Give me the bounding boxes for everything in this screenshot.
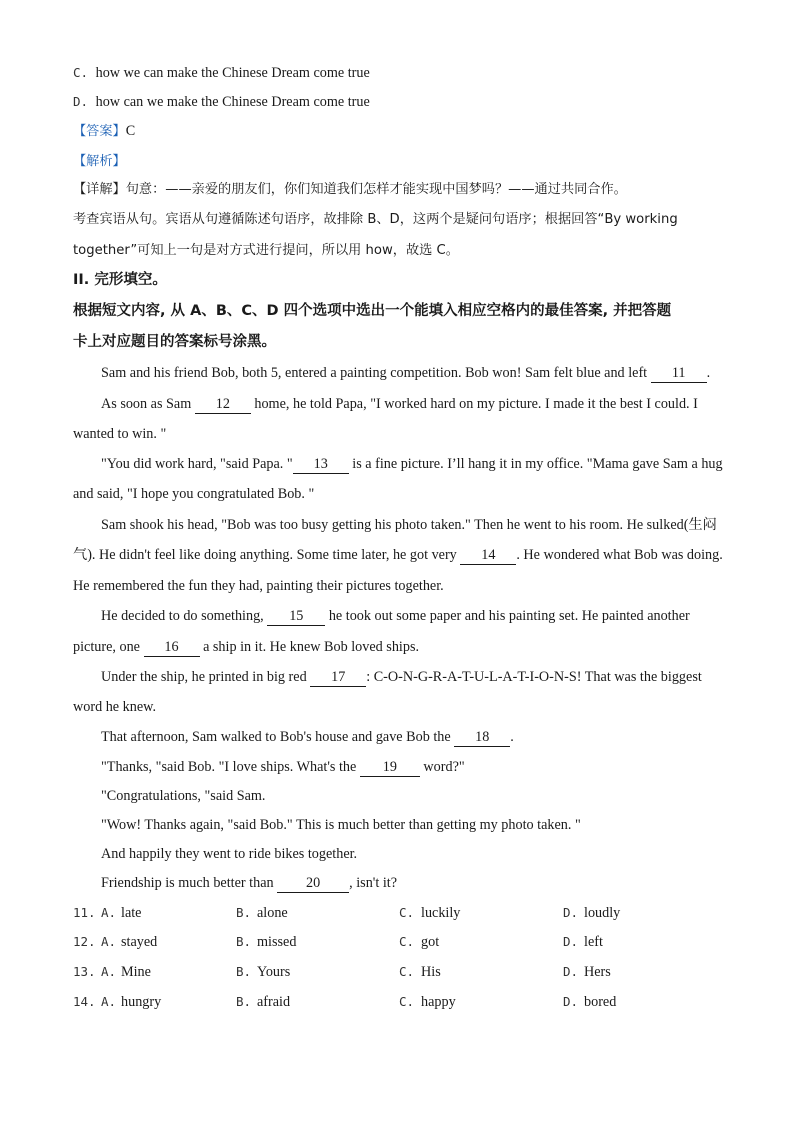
passage-line: And happily they went to ride bikes together.: [101, 846, 358, 862]
passage-text: Friendship is much better than: [101, 875, 278, 891]
analysis-tag-text: 【解析】: [73, 154, 126, 169]
blank-number: 18: [475, 729, 490, 745]
passage-line: [101, 364, 710, 382]
analysis-tag: [73, 152, 126, 171]
passage-line: [101, 874, 397, 892]
option-letter: C.: [399, 994, 415, 1009]
option-text: Mine: [121, 964, 151, 980]
option-letter: D.: [563, 934, 579, 949]
option-text: late: [121, 905, 142, 921]
passage-text: .: [510, 729, 514, 745]
blank-number: 19: [382, 759, 397, 775]
passage-line: [101, 607, 690, 625]
blank-number: 13: [313, 456, 328, 472]
blank-number: 15: [289, 608, 304, 624]
passage-line: He remembered the fun they had, painting their pictures together.: [73, 578, 444, 594]
passage-line: [101, 728, 514, 746]
passage-text: .: [706, 365, 711, 381]
section-instruction-1: 根据短文内容, 从 A、B、C、D 四个选项中选出一个能填入相应空格内的最佳答案, 并把答题: [73, 303, 672, 319]
prev-option-c: [73, 64, 370, 82]
option-text: got: [421, 934, 440, 950]
blank-number: 17: [331, 669, 346, 685]
passage-line: Sam shook his head, "Bob was too busy getting his photo taken." Then he went to his room. He sulked(生闷: [101, 517, 717, 533]
blank-number: 16: [164, 639, 179, 655]
option-text: happy: [421, 994, 456, 1010]
question-14: [73, 993, 773, 1011]
option-text: stayed: [121, 934, 158, 950]
blank-19: [360, 758, 420, 776]
passage-text: home, he told Papa, "I worked hard on my picture. I made it the best I could. I: [250, 396, 698, 412]
option-text: His: [421, 964, 441, 980]
passage-text: 气). He didn't feel like doing anything. Some time later, he got very: [73, 547, 461, 563]
answer-value: C: [125, 123, 136, 139]
passage-line: word he knew.: [73, 699, 156, 715]
question-11: [73, 904, 773, 922]
passage-text: , isn't it?: [349, 875, 398, 891]
detail-line-2: 考查宾语从句。宾语从句遵循陈述句语序，故排除 B、D，这两个是疑问句语序；根据回答“By working: [73, 212, 678, 227]
option-text: luckily: [421, 905, 461, 921]
option-text: hungry: [121, 994, 162, 1010]
blank-18: [454, 728, 510, 746]
passage-text: "You did work hard, "said Papa. ": [101, 456, 293, 472]
option-letter: A.: [101, 905, 117, 920]
question-number: 13.: [73, 964, 96, 979]
blank-number: 12: [215, 396, 230, 412]
blank-number: 11: [671, 365, 686, 381]
blank-13: [293, 455, 349, 473]
passage-text: Under the ship, he printed in big red: [101, 669, 311, 685]
blank-14: [460, 546, 516, 564]
option-letter: D.: [563, 964, 579, 979]
option-text: Hers: [584, 964, 611, 980]
option-letter: C.: [399, 934, 415, 949]
passage-line: [73, 546, 723, 564]
blank-16: [144, 638, 200, 656]
detail-line-3: together”可知上一句是对方式进行提问，所以用 how，故选 C。: [73, 243, 459, 258]
question-13: [73, 963, 773, 981]
option-text: afraid: [257, 994, 291, 1010]
blank-15: [267, 607, 325, 625]
option-letter: B.: [236, 934, 252, 949]
passage-text: Sam and his friend Bob, both 5, entered a painting competition. Bob won! Sam felt blue and left: [101, 365, 651, 381]
passage-text: he took out some paper and his painting set. He painted another: [325, 608, 690, 624]
option-letter: C.: [399, 964, 415, 979]
blank-17: [310, 668, 366, 686]
passage-line: [101, 395, 698, 413]
option-text: how we can make the Chinese Dream come true: [95, 65, 370, 81]
option-text: alone: [257, 905, 288, 921]
option-letter: D.: [73, 94, 89, 109]
passage-text: a ship in it. He knew Bob loved ships.: [199, 639, 420, 655]
option-letter: D.: [563, 994, 579, 1009]
passage-line: wanted to win. ": [73, 426, 167, 442]
passage-line: [101, 668, 702, 686]
option-text: Yours: [257, 964, 291, 980]
passage-line: [73, 638, 419, 656]
option-text: bored: [584, 994, 617, 1010]
passage-text: "Thanks, "said Bob. "I love ships. What's the: [101, 759, 360, 775]
blank-20: [277, 874, 349, 892]
passage-text: word?": [419, 759, 465, 775]
passage-text: picture, one: [73, 639, 144, 655]
detail-line-1: 【详解】句意：——亲爱的朋友们，你们知道我们怎样才能实现中国梦吗？——通过共同合作。: [73, 182, 627, 197]
passage-text: That afternoon, Sam walked to Bob's house and gave Bob the: [101, 729, 455, 745]
question-number: 11.: [73, 905, 96, 920]
passage-line: [101, 455, 723, 473]
passage-line: "Wow! Thanks again, "said Bob." This is much better than getting my photo taken. ": [101, 817, 581, 833]
option-letter: A.: [101, 964, 117, 979]
question-number: 12.: [73, 934, 96, 949]
option-letter: B.: [236, 994, 252, 1009]
passage-text: : C-O-N-G-R-A-T-U-L-A-T-I-O-N-S! That was the biggest: [366, 669, 702, 685]
option-text: how can we make the Chinese Dream come true: [95, 94, 370, 110]
option-text: loudly: [584, 905, 621, 921]
blank-11: [651, 364, 707, 382]
option-letter: D.: [563, 905, 579, 920]
option-letter: B.: [236, 964, 252, 979]
option-letter: A.: [101, 934, 117, 949]
section-heading: II. 完形填空。: [73, 272, 167, 288]
option-letter: A.: [101, 994, 117, 1009]
passage-line: and said, "I hope you congratulated Bob. ": [73, 486, 315, 502]
option-letter: B.: [236, 905, 252, 920]
prev-option-d: [73, 93, 370, 111]
answer-line: [73, 122, 135, 141]
passage-text: . He wondered what Bob was doing.: [516, 547, 723, 563]
passage-text: As soon as Sam: [101, 396, 195, 412]
option-text: missed: [257, 934, 297, 950]
passage-text: is a fine picture. I’ll hang it in my office. "Mama gave Sam a hug: [348, 456, 723, 472]
question-12: [73, 933, 773, 951]
passage-line: "Congratulations, "said Sam.: [101, 788, 266, 804]
blank-12: [195, 395, 251, 413]
question-number: 14.: [73, 994, 96, 1009]
blank-number: 20: [306, 875, 321, 891]
option-letter: C.: [399, 905, 415, 920]
option-text: left: [584, 934, 603, 950]
answer-tag: 【答案】: [73, 124, 126, 139]
section-instruction-2: 卡上对应题目的答案标号涂黑。: [73, 334, 276, 350]
passage-line: [101, 758, 465, 776]
passage-text: He decided to do something,: [101, 608, 268, 624]
blank-number: 14: [481, 547, 496, 563]
option-letter: C.: [73, 65, 89, 80]
